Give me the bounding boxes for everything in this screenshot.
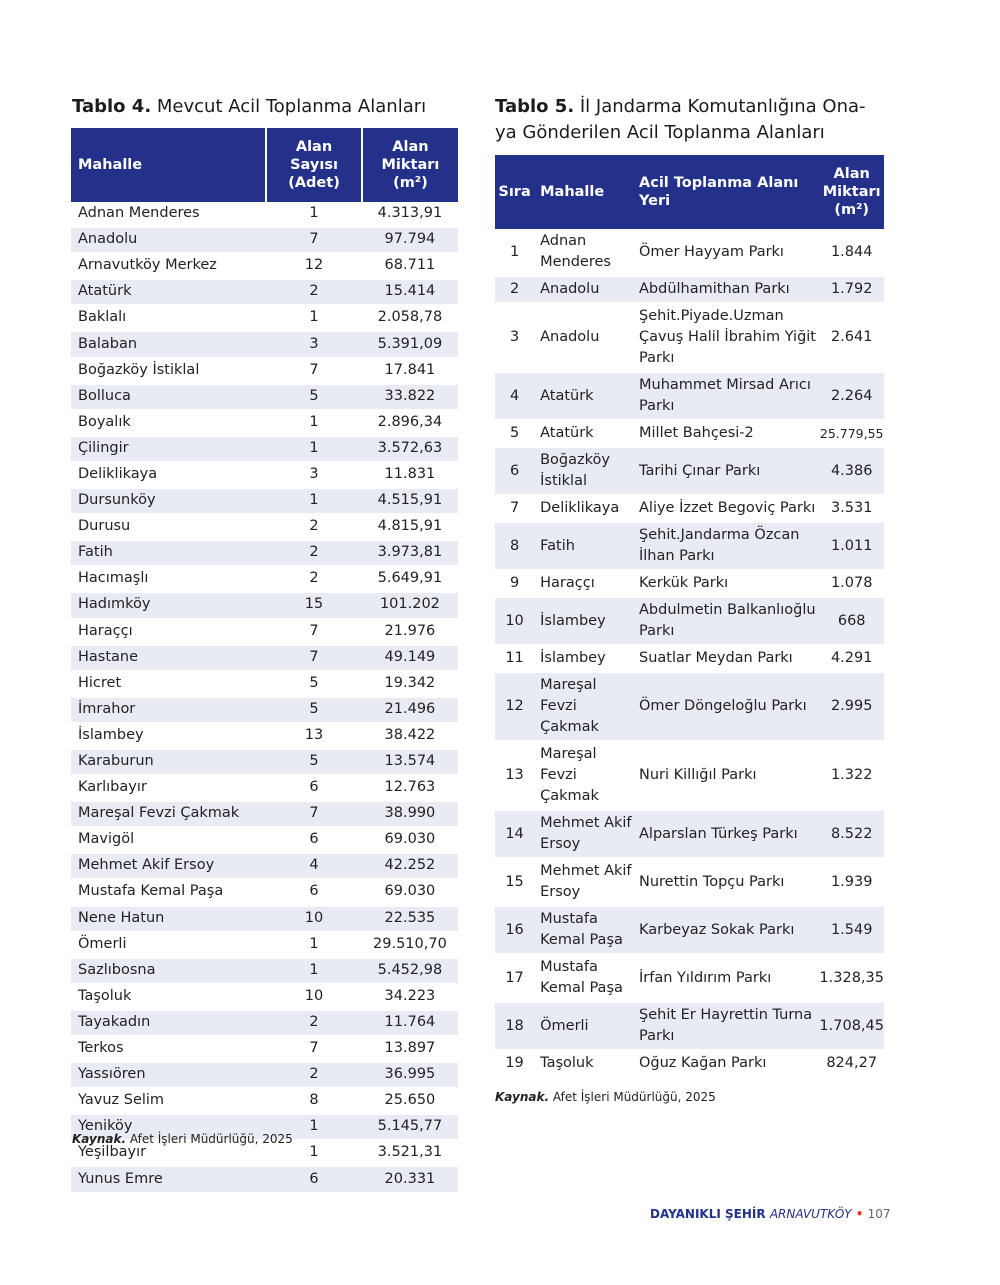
table-4-title: [72, 94, 462, 120]
cell-mahalle: Karlıbayır: [71, 775, 266, 801]
table-5-title-text-2: ya Gönderilen Acil Toplanma Alanları: [495, 122, 825, 143]
cell-area: 4.291: [819, 645, 884, 672]
cell-area: 49.149: [362, 645, 458, 671]
cell-count: 3: [266, 462, 362, 488]
header-area-line2: Miktarı: [381, 157, 440, 173]
cell-count: 6: [266, 1166, 362, 1192]
cell-location: Şehit.Piyade.Uzman Çavuş Halil İbrahim Yiğit Parkı: [636, 303, 819, 372]
table-row: [71, 1010, 458, 1036]
cell-location: Nuri Killığıl Parkı: [636, 741, 819, 810]
cell-location: Suatlar Meydan Parkı: [636, 645, 819, 672]
cell-area: 1.328,35: [819, 954, 884, 1002]
table-row: [71, 984, 458, 1010]
cell-area: 5.391,09: [362, 331, 458, 357]
cell-count: 6: [266, 827, 362, 853]
cell-count: 2: [266, 1062, 362, 1088]
cell-area: 1.708,45: [819, 1002, 884, 1050]
table-row: [495, 741, 884, 810]
cell-area: 2.641: [819, 303, 884, 372]
cell-mahalle: Anadolu: [534, 276, 636, 303]
cell-count: 6: [266, 879, 362, 905]
table-5: [495, 155, 884, 1078]
header-location-line1: Acil Toplanma Alanı: [639, 175, 799, 191]
cell-mahalle: İslambey: [71, 723, 266, 749]
table-row: [71, 697, 458, 723]
table-row: [71, 202, 458, 227]
table-4: [71, 128, 458, 1194]
cell-location: Alparslan Türkeş Parkı: [636, 810, 819, 858]
cell-count: 7: [266, 645, 362, 671]
table-row: [71, 853, 458, 879]
cell-mahalle: Ömerli: [71, 932, 266, 958]
header-area-line1: Alan: [392, 139, 429, 155]
cell-mahalle: Durusu: [71, 514, 266, 540]
cell-mahalle: Yeniköy: [71, 1114, 266, 1140]
cell-location: Tarihi Çınar Parkı: [636, 447, 819, 495]
table-row: [71, 358, 458, 384]
table-row: [71, 619, 458, 645]
cell-area: 13.897: [362, 1036, 458, 1062]
cell-count: 13: [266, 723, 362, 749]
cell-count: 5: [266, 697, 362, 723]
table-row: [71, 592, 458, 618]
cell-mahalle: Hacımaşlı: [71, 566, 266, 592]
table-5-title-label: Tablo 5.: [495, 96, 575, 117]
cell-mahalle: Taşoluk: [71, 984, 266, 1010]
cell-mahalle: Atatürk: [534, 420, 636, 447]
cell-mahalle: Nene Hatun: [71, 906, 266, 932]
cell-sira: 8: [495, 522, 534, 570]
cell-location: Kerkük Parkı: [636, 570, 819, 597]
cell-area: 1.078: [819, 570, 884, 597]
header-area: [362, 128, 458, 202]
cell-mahalle: Arnavutköy Merkez: [71, 253, 266, 279]
table-row: [71, 1088, 458, 1114]
table-4-source-text: Afet İşleri Müdürlüğü, 2025: [126, 1132, 293, 1146]
footer-label-italic: ARNAVUTKÖY: [769, 1207, 852, 1221]
cell-mahalle: Haraççı: [534, 570, 636, 597]
table-row: [71, 514, 458, 540]
table-row: [71, 410, 458, 436]
footer-label: DAYANIKLI ŞEHİR: [650, 1207, 766, 1221]
cell-count: 1: [266, 305, 362, 331]
table-row: [495, 645, 884, 672]
table-row: [495, 303, 884, 372]
cell-count: 1: [266, 958, 362, 984]
table-row: [495, 906, 884, 954]
cell-mahalle: Yassıören: [71, 1062, 266, 1088]
cell-mahalle: Hastane: [71, 645, 266, 671]
table-row: [495, 672, 884, 741]
cell-count: 4: [266, 853, 362, 879]
cell-mahalle: Mustafa Kemal Paşa: [71, 879, 266, 905]
table-5-title-text-1: İl Jandarma Komutanlığına Ona-: [574, 96, 866, 117]
cell-area: 97.794: [362, 227, 458, 253]
cell-sira: 3: [495, 303, 534, 372]
cell-area: 5.145,77: [362, 1114, 458, 1140]
table-row: [495, 447, 884, 495]
cell-area: 34.223: [362, 984, 458, 1010]
table-row: [495, 522, 884, 570]
cell-mahalle: Dursunköy: [71, 488, 266, 514]
cell-mahalle: Mareşal Fevzi Çakmak: [71, 801, 266, 827]
table-row: [495, 495, 884, 522]
table-4-title-text: Mevcut Acil Toplanma Alanları: [151, 96, 427, 117]
cell-sira: 13: [495, 741, 534, 810]
cell-count: 1: [266, 1140, 362, 1166]
cell-area: 5.452,98: [362, 958, 458, 984]
cell-mahalle: Bolluca: [71, 384, 266, 410]
table-row: [495, 372, 884, 420]
table-row: [71, 227, 458, 253]
cell-area: 1.011: [819, 522, 884, 570]
table-row: [495, 276, 884, 303]
table-row: [71, 671, 458, 697]
table-row: [71, 436, 458, 462]
cell-mahalle: Boğazköy İstiklal: [71, 358, 266, 384]
cell-mahalle: Terkos: [71, 1036, 266, 1062]
table-4-title-label: Tablo 4.: [72, 96, 152, 117]
cell-area: 15.414: [362, 279, 458, 305]
cell-area: 101.202: [362, 592, 458, 618]
cell-mahalle: Mareşal Fevzi Çakmak: [534, 741, 636, 810]
table-row: [71, 932, 458, 958]
cell-mahalle: Haraççı: [71, 619, 266, 645]
table-row: [71, 775, 458, 801]
cell-count: 7: [266, 801, 362, 827]
cell-location: Nurettin Topçu Parkı: [636, 858, 819, 906]
table-row: [71, 384, 458, 410]
cell-sira: 14: [495, 810, 534, 858]
cell-count: 1: [266, 932, 362, 958]
cell-mahalle: Baklalı: [71, 305, 266, 331]
table-4-source: [72, 1132, 293, 1146]
header-mahalle: Mahalle: [71, 128, 266, 202]
header-area-line1: Alan: [833, 166, 870, 182]
cell-count: 12: [266, 253, 362, 279]
cell-area: 12.763: [362, 775, 458, 801]
cell-count: 7: [266, 227, 362, 253]
cell-area: 2.264: [819, 372, 884, 420]
cell-sira: 2: [495, 276, 534, 303]
cell-area: 4.815,91: [362, 514, 458, 540]
cell-mahalle: Boyalık: [71, 410, 266, 436]
cell-mahalle: Boğazköy İstiklal: [534, 447, 636, 495]
cell-area: 4.313,91: [362, 202, 458, 227]
cell-area: 1.322: [819, 741, 884, 810]
cell-area: 1.844: [819, 229, 884, 276]
cell-area: 2.058,78: [362, 305, 458, 331]
cell-count: 2: [266, 566, 362, 592]
cell-sira: 17: [495, 954, 534, 1002]
table-row: [71, 305, 458, 331]
table-row: [495, 229, 884, 276]
cell-area: 19.342: [362, 671, 458, 697]
cell-area: 20.331: [362, 1166, 458, 1192]
cell-mahalle: Mehmet Akif Ersoy: [534, 810, 636, 858]
cell-mahalle: Ömerli: [534, 1002, 636, 1050]
cell-mahalle: Tayakadın: [71, 1010, 266, 1036]
cell-count: 1: [266, 488, 362, 514]
header-mahalle: Mahalle: [534, 155, 636, 229]
cell-count: 2: [266, 279, 362, 305]
cell-area: 1.939: [819, 858, 884, 906]
cell-mahalle: Yavuz Selim: [71, 1088, 266, 1114]
cell-mahalle: Karaburun: [71, 749, 266, 775]
cell-mahalle: Taşoluk: [534, 1050, 636, 1077]
cell-location: Aliye İzzet Begoviç Parkı: [636, 495, 819, 522]
cell-mahalle: Hadımköy: [71, 592, 266, 618]
cell-area: 3.521,31: [362, 1140, 458, 1166]
cell-sira: 16: [495, 906, 534, 954]
cell-sira: 7: [495, 495, 534, 522]
cell-area: 1.549: [819, 906, 884, 954]
cell-location: Millet Bahçesi-2: [636, 420, 819, 447]
cell-area: 69.030: [362, 879, 458, 905]
header-area-line3: (m²): [393, 175, 428, 191]
header-location: [636, 155, 819, 229]
header-count: [266, 128, 362, 202]
table-4-source-label: Kaynak.: [72, 1132, 127, 1146]
cell-count: 10: [266, 984, 362, 1010]
cell-mahalle: Adnan Menderes: [534, 229, 636, 276]
cell-mahalle: Fatih: [71, 540, 266, 566]
cell-sira: 12: [495, 672, 534, 741]
table-row: [71, 723, 458, 749]
table-row: [71, 958, 458, 984]
table-5-source-text: Afet İşleri Müdürlüğü, 2025: [549, 1090, 716, 1104]
cell-area: 38.422: [362, 723, 458, 749]
cell-area: 21.976: [362, 619, 458, 645]
cell-mahalle: Atatürk: [534, 372, 636, 420]
cell-area: 824,27: [819, 1050, 884, 1077]
cell-area: 17.841: [362, 358, 458, 384]
cell-location: Şehit.Jandarma Özcan İlhan Parkı: [636, 522, 819, 570]
cell-location: Abdülhamithan Parkı: [636, 276, 819, 303]
cell-count: 5: [266, 749, 362, 775]
table-row: [71, 331, 458, 357]
cell-mahalle: Deliklikaya: [534, 495, 636, 522]
cell-count: 1: [266, 410, 362, 436]
cell-area: 1.792: [819, 276, 884, 303]
table-row: [495, 810, 884, 858]
cell-count: 5: [266, 384, 362, 410]
cell-area: 13.574: [362, 749, 458, 775]
table-row: [495, 570, 884, 597]
header-count-line2: Sayısı: [290, 157, 338, 173]
cell-location: Karbeyaz Sokak Parkı: [636, 906, 819, 954]
cell-location: Oğuz Kağan Parkı: [636, 1050, 819, 1077]
cell-mahalle: Mustafa Kemal Paşa: [534, 954, 636, 1002]
cell-area: 11.831: [362, 462, 458, 488]
table-5-header-row: [495, 155, 884, 229]
header-area-line3: (m²): [834, 202, 870, 218]
page-number: 107: [867, 1207, 891, 1221]
cell-location: Muhammet Mirsad Arıcı Parkı: [636, 372, 819, 420]
cell-mahalle: Mehmet Akif Ersoy: [534, 858, 636, 906]
cell-mahalle: Mavigöl: [71, 827, 266, 853]
cell-sira: 6: [495, 447, 534, 495]
table-row: [495, 1002, 884, 1050]
cell-area: 3.531: [819, 495, 884, 522]
header-area: [819, 155, 884, 229]
table-row: [495, 597, 884, 645]
header-count-line1: Alan: [295, 139, 333, 155]
footer-dot: •: [855, 1207, 864, 1221]
table-row: [71, 540, 458, 566]
table-row: [71, 279, 458, 305]
cell-area: 25.779,55: [819, 420, 884, 447]
cell-count: 2: [266, 514, 362, 540]
table-5-source-label: Kaynak.: [495, 1090, 550, 1104]
table-row: [71, 566, 458, 592]
header-sira: Sıra: [495, 155, 534, 229]
table-row: [71, 1036, 458, 1062]
header-location-line2: Yeri: [639, 193, 671, 209]
cell-mahalle: Deliklikaya: [71, 462, 266, 488]
table-row: [71, 253, 458, 279]
cell-count: 6: [266, 775, 362, 801]
cell-area: 2.896,34: [362, 410, 458, 436]
cell-count: 5: [266, 671, 362, 697]
cell-mahalle: Sazlıbosna: [71, 958, 266, 984]
cell-count: 1: [266, 202, 362, 227]
table-row: [71, 906, 458, 932]
cell-sira: 4: [495, 372, 534, 420]
page-footer: [650, 1207, 891, 1221]
cell-area: 668: [819, 597, 884, 645]
cell-mahalle: Hicret: [71, 671, 266, 697]
cell-location: Şehit Er Hayrettin Turna Parkı: [636, 1002, 819, 1050]
table-row: [71, 801, 458, 827]
cell-area: 3.973,81: [362, 540, 458, 566]
table-5-title: [495, 94, 895, 146]
cell-area: 11.764: [362, 1010, 458, 1036]
cell-area: 25.650: [362, 1088, 458, 1114]
cell-count: 8: [266, 1088, 362, 1114]
cell-sira: 9: [495, 570, 534, 597]
table-row: [71, 1062, 458, 1088]
cell-area: 8.522: [819, 810, 884, 858]
cell-count: 1: [266, 436, 362, 462]
cell-mahalle: Mareşal Fevzi Çakmak: [534, 672, 636, 741]
table-row: [71, 488, 458, 514]
cell-area: 21.496: [362, 697, 458, 723]
cell-sira: 10: [495, 597, 534, 645]
cell-mahalle: Yeşilbayır: [71, 1140, 266, 1166]
cell-area: 4.515,91: [362, 488, 458, 514]
table-row: [495, 954, 884, 1002]
cell-sira: 19: [495, 1050, 534, 1077]
cell-count: 10: [266, 906, 362, 932]
cell-mahalle: Adnan Menderes: [71, 202, 266, 227]
cell-mahalle: Balaban: [71, 331, 266, 357]
cell-area: 36.995: [362, 1062, 458, 1088]
cell-area: 38.990: [362, 801, 458, 827]
cell-sira: 15: [495, 858, 534, 906]
cell-location: Ömer Döngeloğlu Parkı: [636, 672, 819, 741]
cell-sira: 18: [495, 1002, 534, 1050]
table-row: [495, 420, 884, 447]
cell-mahalle: İslambey: [534, 597, 636, 645]
table-5-source: [495, 1090, 716, 1104]
cell-mahalle: Mustafa Kemal Paşa: [534, 906, 636, 954]
table-4-header-row: [71, 128, 458, 202]
table-row: [71, 879, 458, 905]
cell-area: 42.252: [362, 853, 458, 879]
cell-location: Ömer Hayyam Parkı: [636, 229, 819, 276]
cell-area: 68.711: [362, 253, 458, 279]
table-row: [71, 749, 458, 775]
cell-count: 2: [266, 540, 362, 566]
cell-count: 7: [266, 358, 362, 384]
table-row: [495, 858, 884, 906]
cell-count: 3: [266, 331, 362, 357]
cell-area: 69.030: [362, 827, 458, 853]
cell-sira: 11: [495, 645, 534, 672]
cell-sira: 5: [495, 420, 534, 447]
header-area-line2: Miktarı: [822, 184, 881, 200]
cell-area: 4.386: [819, 447, 884, 495]
table-row: [71, 1166, 458, 1192]
cell-mahalle: Çilingir: [71, 436, 266, 462]
cell-mahalle: Mehmet Akif Ersoy: [71, 853, 266, 879]
cell-mahalle: Fatih: [534, 522, 636, 570]
cell-mahalle: Yunus Emre: [71, 1166, 266, 1192]
cell-count: 7: [266, 1036, 362, 1062]
cell-count: 1: [266, 1114, 362, 1140]
cell-location: İrfan Yıldırım Parkı: [636, 954, 819, 1002]
table-row: [71, 645, 458, 671]
cell-mahalle: Anadolu: [71, 227, 266, 253]
cell-location: Abdulmetin Balkanlıoğlu Parkı: [636, 597, 819, 645]
cell-area: 29.510,70: [362, 932, 458, 958]
cell-count: 15: [266, 592, 362, 618]
cell-area: 3.572,63: [362, 436, 458, 462]
table-row: [71, 827, 458, 853]
cell-count: 7: [266, 619, 362, 645]
cell-area: 33.822: [362, 384, 458, 410]
cell-area: 5.649,91: [362, 566, 458, 592]
cell-area: 2.995: [819, 672, 884, 741]
header-count-line3: (Adet): [288, 175, 340, 191]
table-row: [495, 1050, 884, 1077]
cell-count: 2: [266, 1010, 362, 1036]
cell-sira: 1: [495, 229, 534, 276]
cell-mahalle: İslambey: [534, 645, 636, 672]
cell-mahalle: Anadolu: [534, 303, 636, 372]
cell-area: 22.535: [362, 906, 458, 932]
cell-mahalle: Atatürk: [71, 279, 266, 305]
cell-mahalle: İmrahor: [71, 697, 266, 723]
table-row: [71, 462, 458, 488]
